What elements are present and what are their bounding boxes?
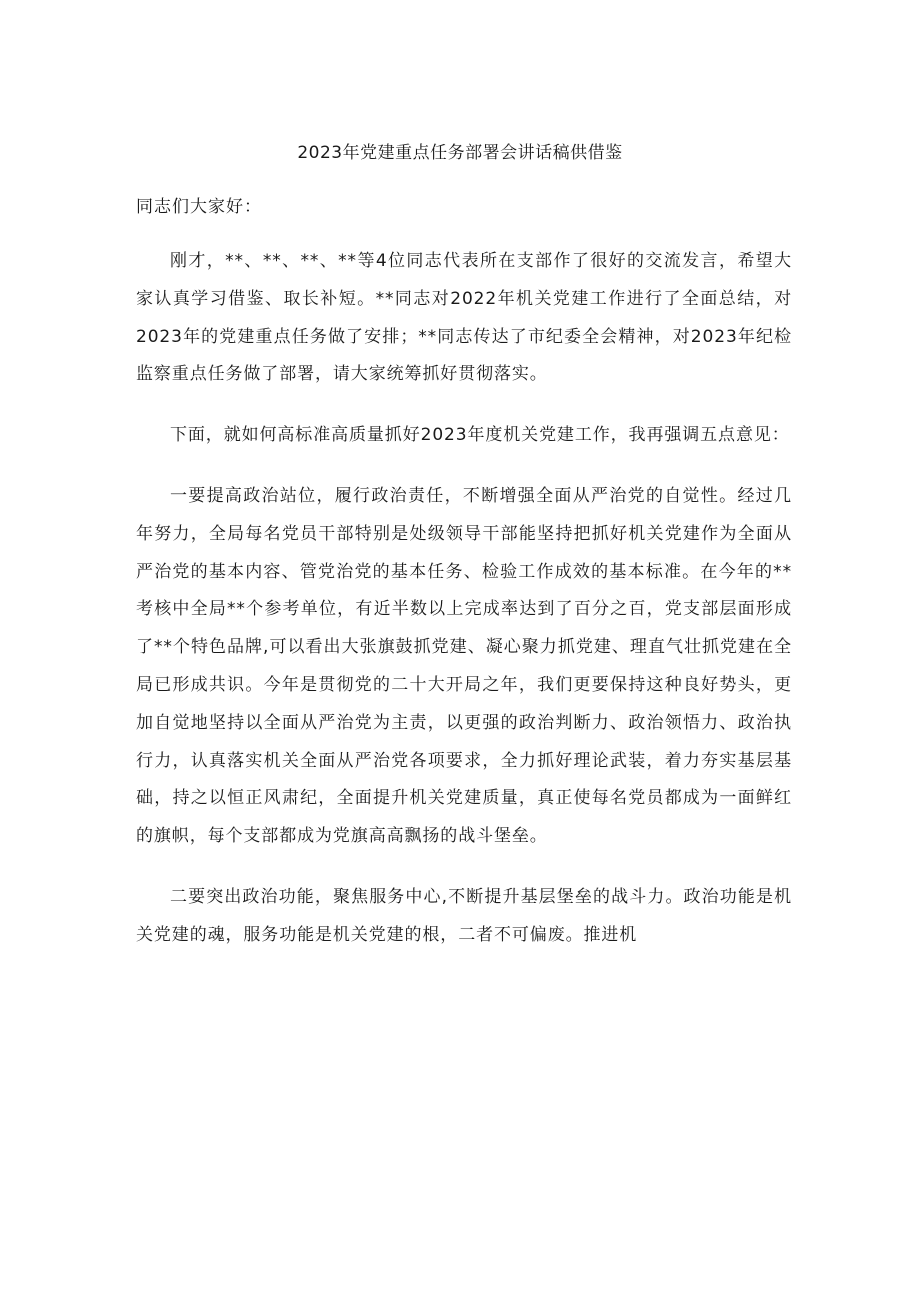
document-body	[136, 243, 792, 978]
paragraph-opening-remarks: 刚才，**、**、**、**等4位同志代表所在支部作了很好的交流发言，希望大家认真学习借鉴、取长补短。**同志对2022年机关党建工作进行了全面总结，对2023年的党建重点任务做了安排；**同志传达了市纪委全会精神，对2023年纪检监察重点任务做了部署，请大家统筹抓好贯彻落实。	[136, 251, 792, 385]
salutation: 同志们大家好：	[136, 197, 262, 217]
paragraph-point-two: 二要突出政治功能，聚焦服务中心,不断提升基层堡垒的战斗力。政治功能是机关党建的魂，服务功能是机关党建的根，二者不可偏废。推进机	[136, 886, 792, 945]
paragraph-introduction: 下面，就如何高标准高质量抓好2023年度机关党建工作，我再强调五点意见：	[170, 425, 790, 446]
document-title: 2023年党建重点任务部署会讲话稿供借鉴	[297, 143, 623, 163]
paragraph-point-one: 一要提高政治站位，履行政治责任，不断增强全面从严治党的自觉性。经过几年努力，全局每名党员干部特别是处级领导干部能坚持把抓好机关党建作为全面从严治党的基本内容、管党治党的基本任务、检验工作成效的基本标准。在今年的**考核中全局**个参考单位，有近半数以上完成率达到了百分之百，党支部层面形成了**个特色品牌,可以看出大张旗鼓抓党建、凝心聚力抓党建、理直气壮抓党建在全局已形成共识。今年是贯彻党的二十大开局之年，我们更要保持这种良好势头，更加自觉地坚持以全面从严治党为主责，以更强的政治判断力、政治领悟力、政治执行力，认真落实机关全面从严治党各项要求，全力抓好理论武装，着力夯实基层基础，持之以恒正风肃纪，全面提升机关党建质量，真正使每名党员都成为一面鲜红的旗帜，每个支部都成为党旗高高飘扬的战斗堡垒。	[136, 485, 792, 847]
